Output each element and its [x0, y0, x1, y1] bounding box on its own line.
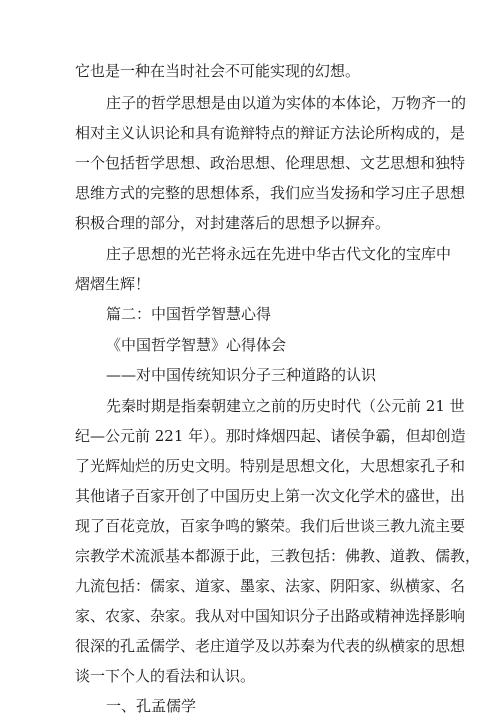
paragraph-start: 先秦时期是指秦朝建立之前的历史时代（公元前 21 世 [106, 397, 465, 415]
document-subtitle: ——对中国传统知识分子三种道路的认识 [106, 366, 377, 384]
text-line: 相对主义认识论和具有诡辩特点的辩证方法论所构成的，是 [75, 124, 466, 142]
text-line: 思维方式的完整的思想体系，我们应当发扬和学习庄子思想 [75, 184, 466, 202]
document-title: 《中国哲学智慧》心得体会 [106, 336, 287, 354]
text-line: 其他诸子百家开创了中国历史上第一次文化学术的盛世，出 [75, 487, 466, 505]
text-line: 家、农家、杂家。我从对中国知识分子出路或精神选择影响 [75, 607, 466, 625]
text-line: 它也是一种在当时社会不可能实现的幻想。 [75, 62, 361, 80]
text-line: 很深的孔孟儒学、老庄道学及以苏秦为代表的纵横家的思想 [75, 637, 466, 655]
text-line: 了光辉灿烂的历史文明。特别是思想文化，大思想家孔子和 [75, 457, 466, 475]
text-line: 一个包括哲学思想、政治思想、伦理思想、文艺思想和独特 [75, 154, 466, 172]
section-heading: 篇二：中国哲学智慧心得 [106, 305, 272, 323]
text-line: 宗教学术流派基本都源于此，三教包括：佛教、道教、儒教， [75, 547, 481, 565]
section-heading: 一、孔孟儒学 [106, 697, 197, 715]
text-line: 熠熠生辉！ [75, 275, 151, 293]
text-line: 九流包括：儒家、道家、墨家、法家、阴阳家、纵横家、名 [75, 577, 466, 595]
text-line: 谈一下个人的看法和认识。 [75, 667, 256, 685]
text-line: 纪—公元前 221 年）。那时烽烟四起、诸侯争霸，但却创造 [75, 427, 466, 445]
text-line: 现了百花竞放，百家争鸣的繁荣。我们后世谈三教九流主要 [75, 517, 466, 535]
text-line: 积极合理的部分，对封建落后的思想予以摒弃。 [75, 214, 391, 232]
paragraph-start: 庄子的哲学思想是由以道为实体的本体论，万物齐一的 [106, 94, 467, 112]
paragraph-start: 庄子思想的光芒将永远在先进中华古代文化的宝库中 [106, 245, 452, 263]
